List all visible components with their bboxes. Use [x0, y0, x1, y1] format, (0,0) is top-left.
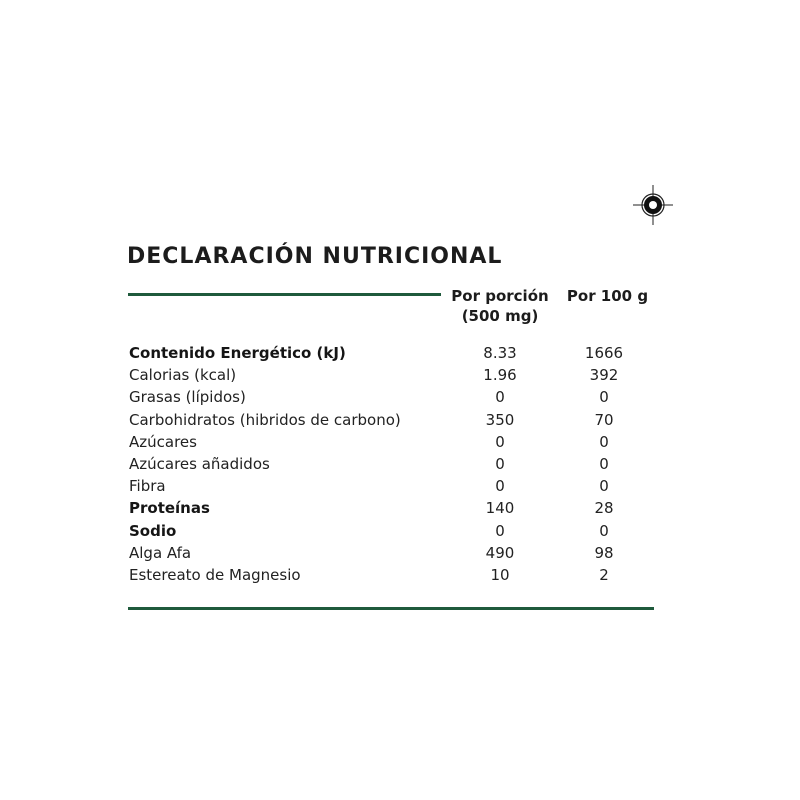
- nutrient-name: Estereato de Magnesio: [129, 565, 301, 584]
- bottom-divider: [128, 607, 654, 610]
- value-per-100g: 2: [599, 565, 609, 584]
- value-per-portion: 1.96: [483, 366, 517, 385]
- value-per-portion: 8.33: [483, 344, 517, 362]
- nutrient-name: Alga Afa: [129, 543, 192, 562]
- value-per-portion: 490: [485, 543, 515, 562]
- registration-mark-icon: [633, 185, 673, 225]
- table-row: [129, 409, 659, 431]
- column-header-portion-label: Por porción: [451, 287, 549, 305]
- table-row: [129, 520, 659, 542]
- table-row: [129, 386, 659, 408]
- column-header-per-100g: Por 100 g: [566, 287, 649, 305]
- column-header-portion-amount: (500 mg): [461, 307, 539, 325]
- table-row: [129, 564, 659, 586]
- value-per-100g: 70: [594, 410, 614, 429]
- nutrient-name: Carbohidratos (hibridos de carbono): [129, 410, 401, 429]
- value-per-100g: 392: [589, 366, 619, 385]
- table-row: [129, 475, 659, 497]
- nutrient-name: Sodio: [129, 521, 177, 540]
- column-header-portion: [445, 286, 555, 326]
- value-per-portion: 0: [495, 521, 505, 540]
- nutrient-name: Proteínas: [129, 499, 210, 518]
- nutrition-table: [129, 342, 659, 586]
- table-row: [129, 364, 659, 386]
- value-per-100g: 0: [599, 388, 609, 407]
- value-per-portion: 350: [485, 410, 515, 429]
- value-per-100g: 0: [599, 521, 609, 540]
- table-row: [129, 342, 659, 364]
- page-title: DECLARACIÓN NUTRICIONAL: [127, 244, 503, 269]
- value-per-portion: 140: [485, 499, 515, 518]
- value-per-100g: 0: [599, 477, 609, 496]
- nutrient-name: Calorias (kcal): [129, 366, 237, 385]
- top-divider: [128, 293, 441, 296]
- value-per-portion: 0: [495, 477, 505, 496]
- table-row: [129, 431, 659, 453]
- value-per-100g: 0: [599, 432, 609, 451]
- nutrient-name: Azúcares añadidos: [129, 454, 270, 473]
- table-row: [129, 497, 659, 519]
- nutrient-name: Contenido Energético (kJ): [129, 344, 346, 362]
- nutrient-name: Grasas (lípidos): [129, 388, 246, 407]
- value-per-100g: 1666: [584, 344, 624, 362]
- value-per-portion: 10: [490, 565, 510, 584]
- value-per-portion: 0: [495, 432, 505, 451]
- value-per-100g: 0: [599, 454, 609, 473]
- table-row: [129, 453, 659, 475]
- table-row: [129, 542, 659, 564]
- value-per-100g: 28: [594, 499, 614, 518]
- value-per-portion: 0: [495, 454, 505, 473]
- value-per-portion: 0: [495, 388, 505, 407]
- nutrient-name: Azúcares: [129, 432, 197, 451]
- value-per-100g: 98: [594, 543, 614, 562]
- nutrient-name: Fibra: [129, 477, 166, 496]
